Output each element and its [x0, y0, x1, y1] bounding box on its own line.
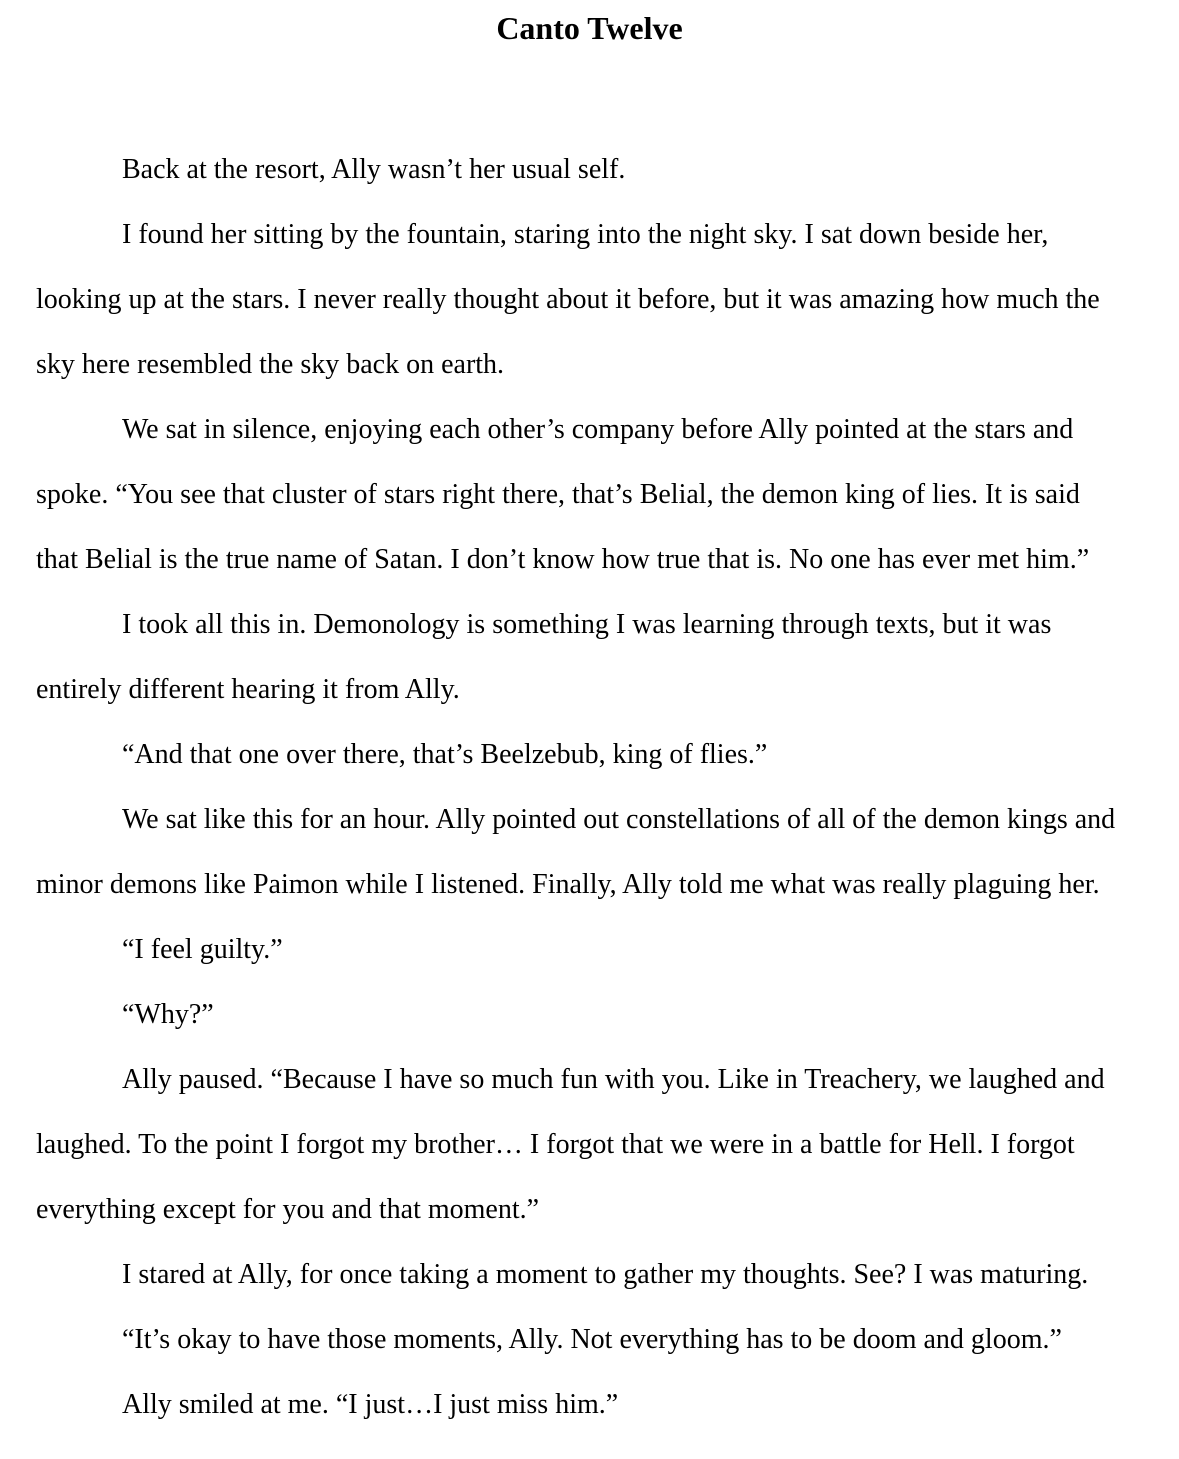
paragraph-12-line-1: Ally smiled at me. “I just…I just miss him.”: [122, 1389, 619, 1420]
paragraph-4-line-1: I took all this in. Demonology is something I was learning through texts, but it was: [122, 609, 1052, 640]
paragraph-6-line-1: We sat like this for an hour. Ally pointed out constellations of all of the demon kings and: [122, 804, 1116, 835]
paragraph-2-line-3: sky here resembled the sky back on earth.: [36, 349, 505, 380]
paragraph-4-line-2: entirely different hearing it from Ally.: [36, 674, 460, 705]
paragraph-5-line-1: “And that one over there, that’s Beelzebub, king of flies.”: [122, 739, 768, 770]
paragraph-7-line-1: “I feel guilty.”: [122, 934, 283, 965]
paragraph-2-line-2: looking up at the stars. I never really thought about it before, but it was amazing how much the: [36, 284, 1100, 315]
paragraph-11-line-1: “It’s okay to have those moments, Ally. Not everything has to be doom and gloom.”: [122, 1324, 1062, 1355]
paragraph-9-line-2: laughed. To the point I forgot my brother… I forgot that we were in a battle for Hell. I forgot: [36, 1129, 1075, 1160]
paragraph-2-line-1: I found her sitting by the fountain, staring into the night sky. I sat down beside her,: [122, 219, 1049, 250]
paragraph-6-line-2: minor demons like Paimon while I listened. Finally, Ally told me what was really plaguing her.: [36, 869, 1100, 900]
paragraph-3-line-2: spoke. “You see that cluster of stars right there, that’s Belial, the demon king of lies. It is said: [36, 479, 1080, 510]
document-body: [36, 137, 1149, 1437]
paragraph-10-line-1: I stared at Ally, for once taking a moment to gather my thoughts. See? I was maturing.: [122, 1259, 1089, 1290]
paragraph-3-line-1: We sat in silence, enjoying each other’s company before Ally pointed at the stars and: [122, 414, 1074, 445]
paragraph-8-line-1: “Why?”: [122, 999, 214, 1030]
chapter-title: Canto Twelve: [496, 10, 683, 46]
paragraph-9-line-1: Ally paused. “Because I have so much fun with you. Like in Treachery, we laughed and: [122, 1064, 1105, 1095]
paragraph-3-line-3: that Belial is the true name of Satan. I don’t know how true that is. No one has ever met him.”: [36, 544, 1090, 575]
paragraph-9-line-3: everything except for you and that moment.”: [36, 1194, 540, 1225]
paragraph-1-line-1: Back at the resort, Ally wasn’t her usual self.: [122, 154, 626, 185]
